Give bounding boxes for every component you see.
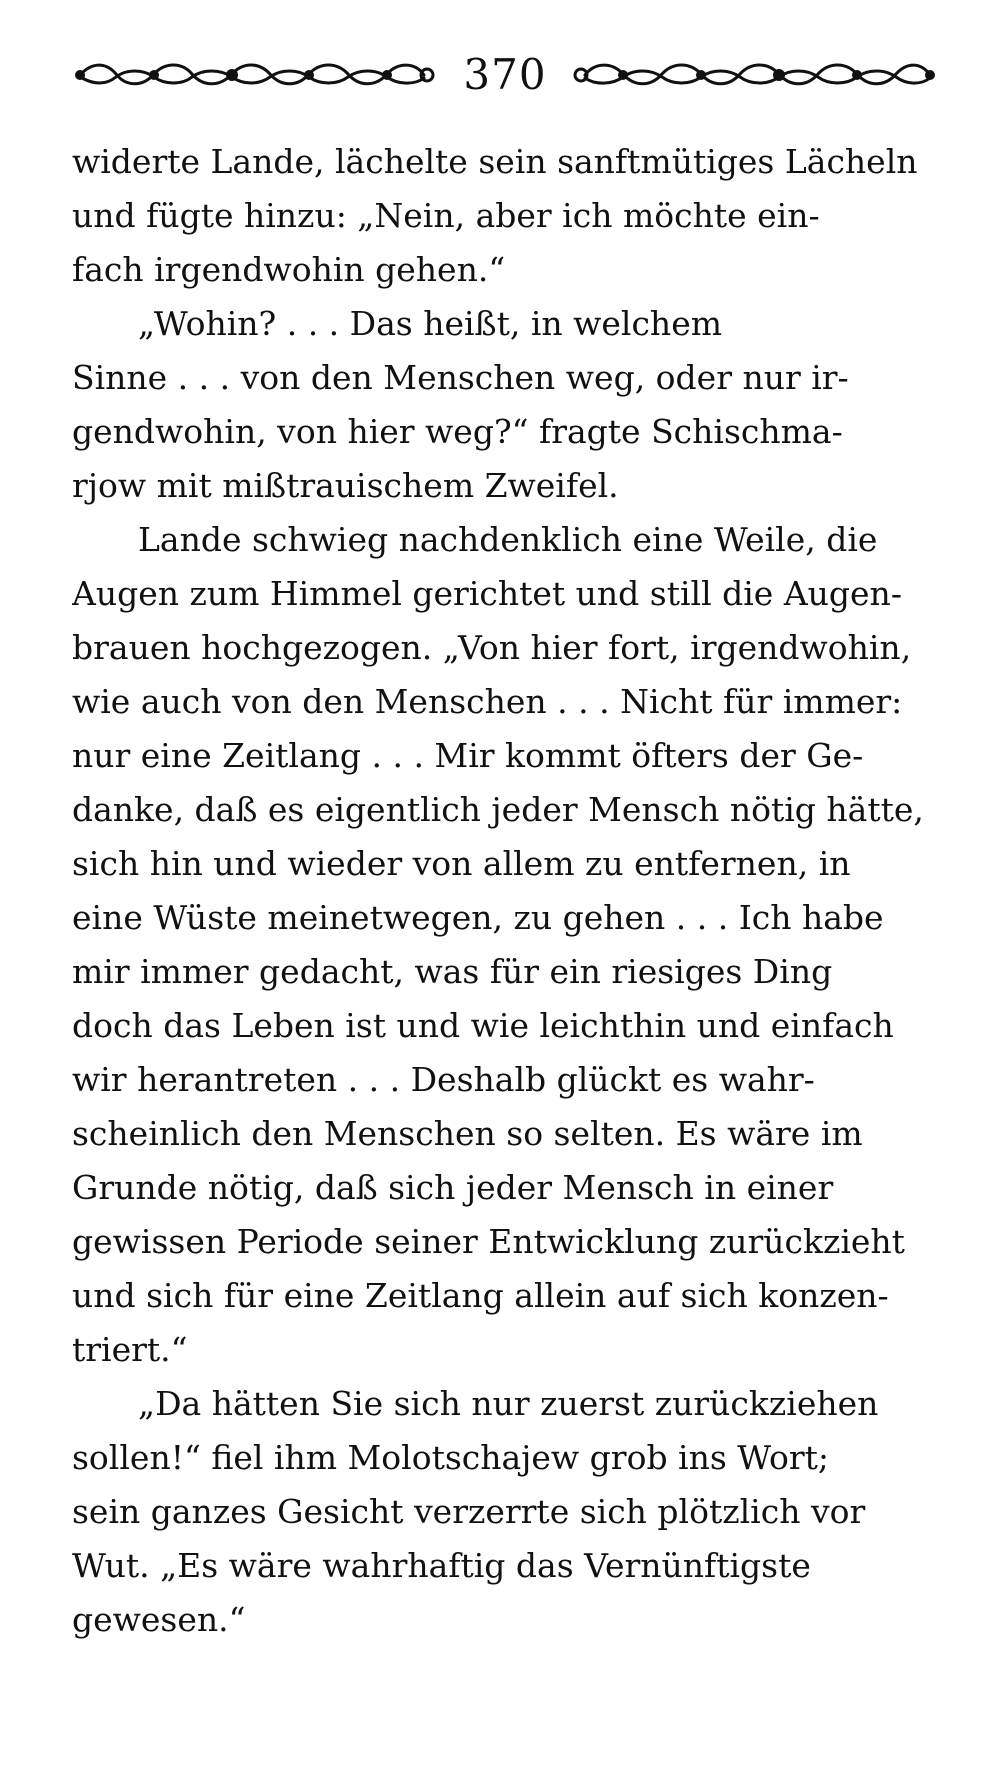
text-line-content: sollen!“ fiel ihm Molotschajew grob ins Wort; bbox=[72, 1438, 829, 1477]
text-line bbox=[72, 1377, 938, 1431]
text-line bbox=[72, 621, 938, 675]
text-line-content: Grunde nötig, daß sich jeder Mensch in einer bbox=[72, 1168, 834, 1207]
text-line bbox=[72, 1215, 938, 1269]
text-line-content: gewissen Periode seiner Entwicklung zurückzieht bbox=[72, 1222, 905, 1261]
text-line bbox=[72, 999, 938, 1053]
text-line-content: brauen hochgezogen. „Von hier fort, irgendwohin, bbox=[72, 628, 912, 667]
text-line bbox=[72, 1431, 938, 1485]
text-line bbox=[72, 1107, 938, 1161]
text-line bbox=[72, 513, 938, 567]
text-line bbox=[72, 675, 938, 729]
text-line bbox=[72, 1161, 938, 1215]
text-line bbox=[72, 135, 938, 189]
text-line-content: gewesen.“ bbox=[72, 1600, 246, 1639]
text-line bbox=[72, 459, 938, 513]
text-line-content: sein ganzes Gesicht verzerrte sich plötzlich vor bbox=[72, 1492, 866, 1531]
text-line-content: rjow mit mißtrauischem Zweifel. bbox=[72, 466, 619, 505]
text-line-content: wie auch von den Menschen . . . Nicht für immer: bbox=[72, 682, 903, 721]
text-line bbox=[72, 189, 938, 243]
text-line-content: doch das Leben ist und wie leichthin und einfach bbox=[72, 1006, 894, 1045]
right-ornament-icon bbox=[573, 60, 938, 90]
text-line bbox=[72, 891, 938, 945]
page-number: 370 bbox=[463, 50, 547, 99]
body-text bbox=[72, 135, 938, 1647]
text-line-content: eine Wüste meinetwegen, zu gehen . . . Ich habe bbox=[72, 898, 884, 937]
text-line bbox=[72, 405, 938, 459]
text-line-content: Augen zum Himmel gerichtet und still die Augen- bbox=[72, 574, 902, 613]
text-line-content: triert.“ bbox=[72, 1330, 188, 1369]
text-line bbox=[72, 1539, 938, 1593]
text-line-content: gendwohin, von hier weg?“ fragte Schischma- bbox=[72, 412, 843, 451]
text-line bbox=[72, 1053, 938, 1107]
text-line-content: „Da hätten Sie sich nur zuerst zurückziehen bbox=[138, 1384, 879, 1423]
text-line-content: und sich für eine Zeitlang allein auf sich konzen- bbox=[72, 1276, 889, 1315]
text-line-content: nur eine Zeitlang . . . Mir kommt öfters der Ge- bbox=[72, 736, 864, 775]
text-line-content: Sinne . . . von den Menschen weg, oder nur ir- bbox=[72, 358, 849, 397]
text-line-content: Lande schwieg nachdenklich eine Weile, die bbox=[138, 520, 878, 559]
text-line-content: wir herantreten . . . Deshalb glückt es wahr- bbox=[72, 1060, 815, 1099]
text-line bbox=[72, 945, 938, 999]
text-line-content: widerte Lande, lächelte sein sanftmütiges Lächeln bbox=[72, 142, 918, 181]
text-line bbox=[72, 1593, 938, 1647]
text-line bbox=[72, 783, 938, 837]
text-line bbox=[72, 243, 938, 297]
text-line-content: und fügte hinzu: „Nein, aber ich möchte ein- bbox=[72, 196, 820, 235]
text-line bbox=[72, 351, 938, 405]
text-line bbox=[72, 1485, 938, 1539]
text-line bbox=[72, 837, 938, 891]
text-line-content: scheinlich den Menschen so selten. Es wäre im bbox=[72, 1114, 863, 1153]
text-line bbox=[72, 297, 938, 351]
text-line-content: danke, daß es eigentlich jeder Mensch nötig hätte, bbox=[72, 790, 924, 829]
text-line bbox=[72, 1269, 938, 1323]
text-line bbox=[72, 567, 938, 621]
text-line-content: Wut. „Es wäre wahrhaftig das Vernünftigste bbox=[72, 1546, 811, 1585]
text-line bbox=[72, 1323, 938, 1377]
text-line-content: sich hin und wieder von allem zu entfernen, in bbox=[72, 844, 851, 883]
text-line-content: „Wohin? . . . Das heißt, in welchem bbox=[138, 304, 723, 343]
left-ornament-icon bbox=[72, 60, 437, 90]
page-header bbox=[72, 44, 938, 106]
text-line bbox=[72, 729, 938, 783]
text-line-content: mir immer gedacht, was für ein riesiges Ding bbox=[72, 952, 833, 991]
text-line-content: fach irgendwohin gehen.“ bbox=[72, 250, 506, 289]
